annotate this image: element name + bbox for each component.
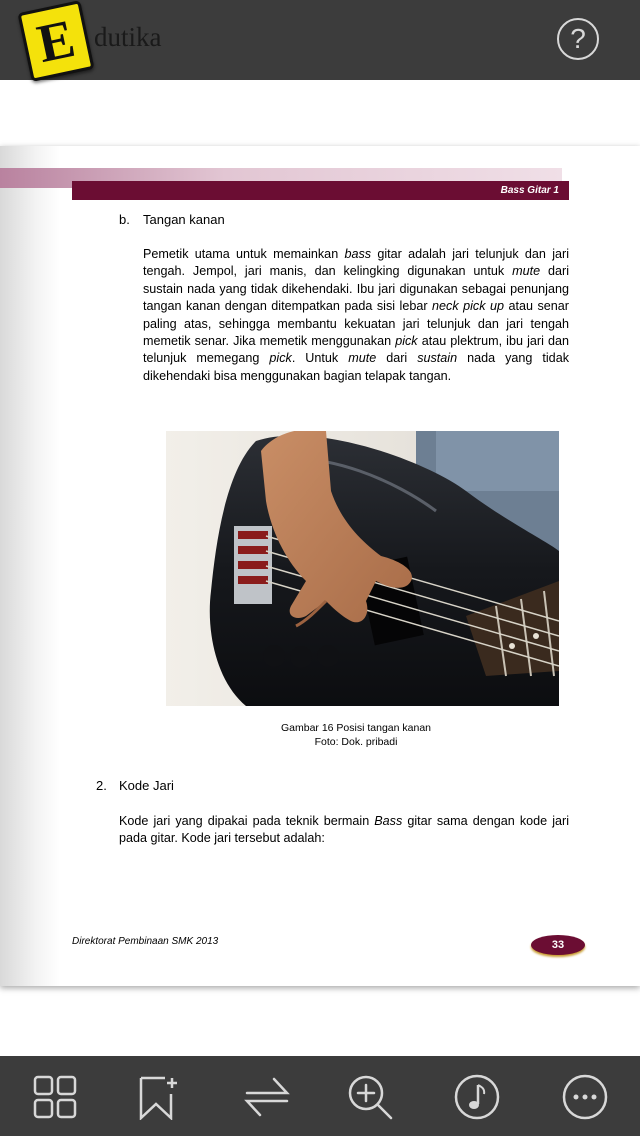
paragraph-segment: mute <box>348 351 377 366</box>
section-b-title: Tangan kanan <box>143 212 225 227</box>
header-bar <box>72 181 569 200</box>
paragraph-segment: . Untuk <box>291 351 349 366</box>
paragraph-segment: Bass <box>374 814 403 828</box>
paragraph-segment: bass <box>344 247 372 261</box>
figure-bass-photo <box>166 431 559 706</box>
figure-caption-title: Gambar 16 Posisi tangan kanan <box>280 722 431 734</box>
more-icon <box>562 1074 608 1120</box>
section-2-number: 2. <box>96 778 107 793</box>
paragraph-segment: nada yang tidak dikehendaki bisa menggunakan bagian telapak tangan. <box>143 351 569 383</box>
paragraph-segment: atau plektrum, ibu jari dan telunjuk memegang <box>143 334 569 366</box>
page-number-badge: 33 <box>531 935 585 955</box>
help-button[interactable]: ? <box>557 18 599 60</box>
paragraph-segment: mute <box>512 264 541 279</box>
grid-view-button[interactable] <box>32 1074 78 1120</box>
bookmark-add-icon <box>135 1074 181 1120</box>
paragraph-segment: dari <box>376 351 418 366</box>
figure-caption-source: Foto: Dok. pribadi <box>314 736 398 748</box>
paragraph-segment: gitar sama dengan kode jari pada gitar. Kode jari tersebut adalah: <box>119 814 569 846</box>
swap-icon <box>244 1074 290 1120</box>
bass-guitar-photo-image <box>166 431 559 706</box>
paragraph-segment: Pemetik utama untuk memainkan <box>143 247 345 261</box>
section-2-heading <box>96 778 174 793</box>
section-b-heading <box>119 212 225 227</box>
section-b-number: b. <box>119 212 130 227</box>
zoom-in-button[interactable] <box>347 1074 393 1120</box>
paragraph-segment: gitar adalah jari telunjuk dan jari tengah. Jempol, jari manis, dan kelingking digunakan untuk <box>143 247 569 279</box>
paragraph-tangan-kanan <box>143 246 569 385</box>
book-page <box>0 146 640 986</box>
footer-publisher: Direktorat Pembinaan SMK 2013 <box>72 936 219 947</box>
paragraph-segment: atau senar paling atas, sehingga membantu kekuatan jari telunjuk dan jari tengah memetik senar. Jika memetik menggunakan <box>143 299 569 349</box>
logo-letter: E <box>32 7 80 75</box>
figure-caption <box>166 721 546 749</box>
grid-icon <box>32 1074 78 1120</box>
paragraph-segment: pick <box>395 334 418 349</box>
paragraph-segment: pick <box>269 351 292 366</box>
music-icon <box>454 1074 500 1120</box>
paragraph-segment: sustain <box>417 351 458 366</box>
music-button[interactable] <box>454 1074 500 1120</box>
logo-text: dutika <box>94 22 162 52</box>
edutika-logo-icon <box>17 0 94 82</box>
swap-pages-button[interactable] <box>244 1074 290 1120</box>
bottom-toolbar <box>0 1056 640 1136</box>
more-options-button[interactable] <box>562 1074 608 1120</box>
zoom-in-icon <box>347 1074 393 1120</box>
paragraph-segment: neck pick up <box>432 299 505 314</box>
paragraph-segment: Kode jari yang dipakai pada teknik bermain <box>119 814 375 828</box>
paragraph-kode-jari <box>119 813 569 848</box>
add-bookmark-button[interactable] <box>135 1074 181 1120</box>
header-title: Bass Gitar 1 <box>500 185 559 196</box>
top-bar <box>0 0 640 80</box>
section-2-title: Kode Jari <box>119 778 174 793</box>
paragraph-segment: dari sustain nada yang tidak dikehendaki. Ibu jari digunakan sebagai penunjang tangan kanan dengan ditempatkan pada sisi lebar <box>143 264 570 314</box>
page-spine-shadow <box>0 146 60 986</box>
